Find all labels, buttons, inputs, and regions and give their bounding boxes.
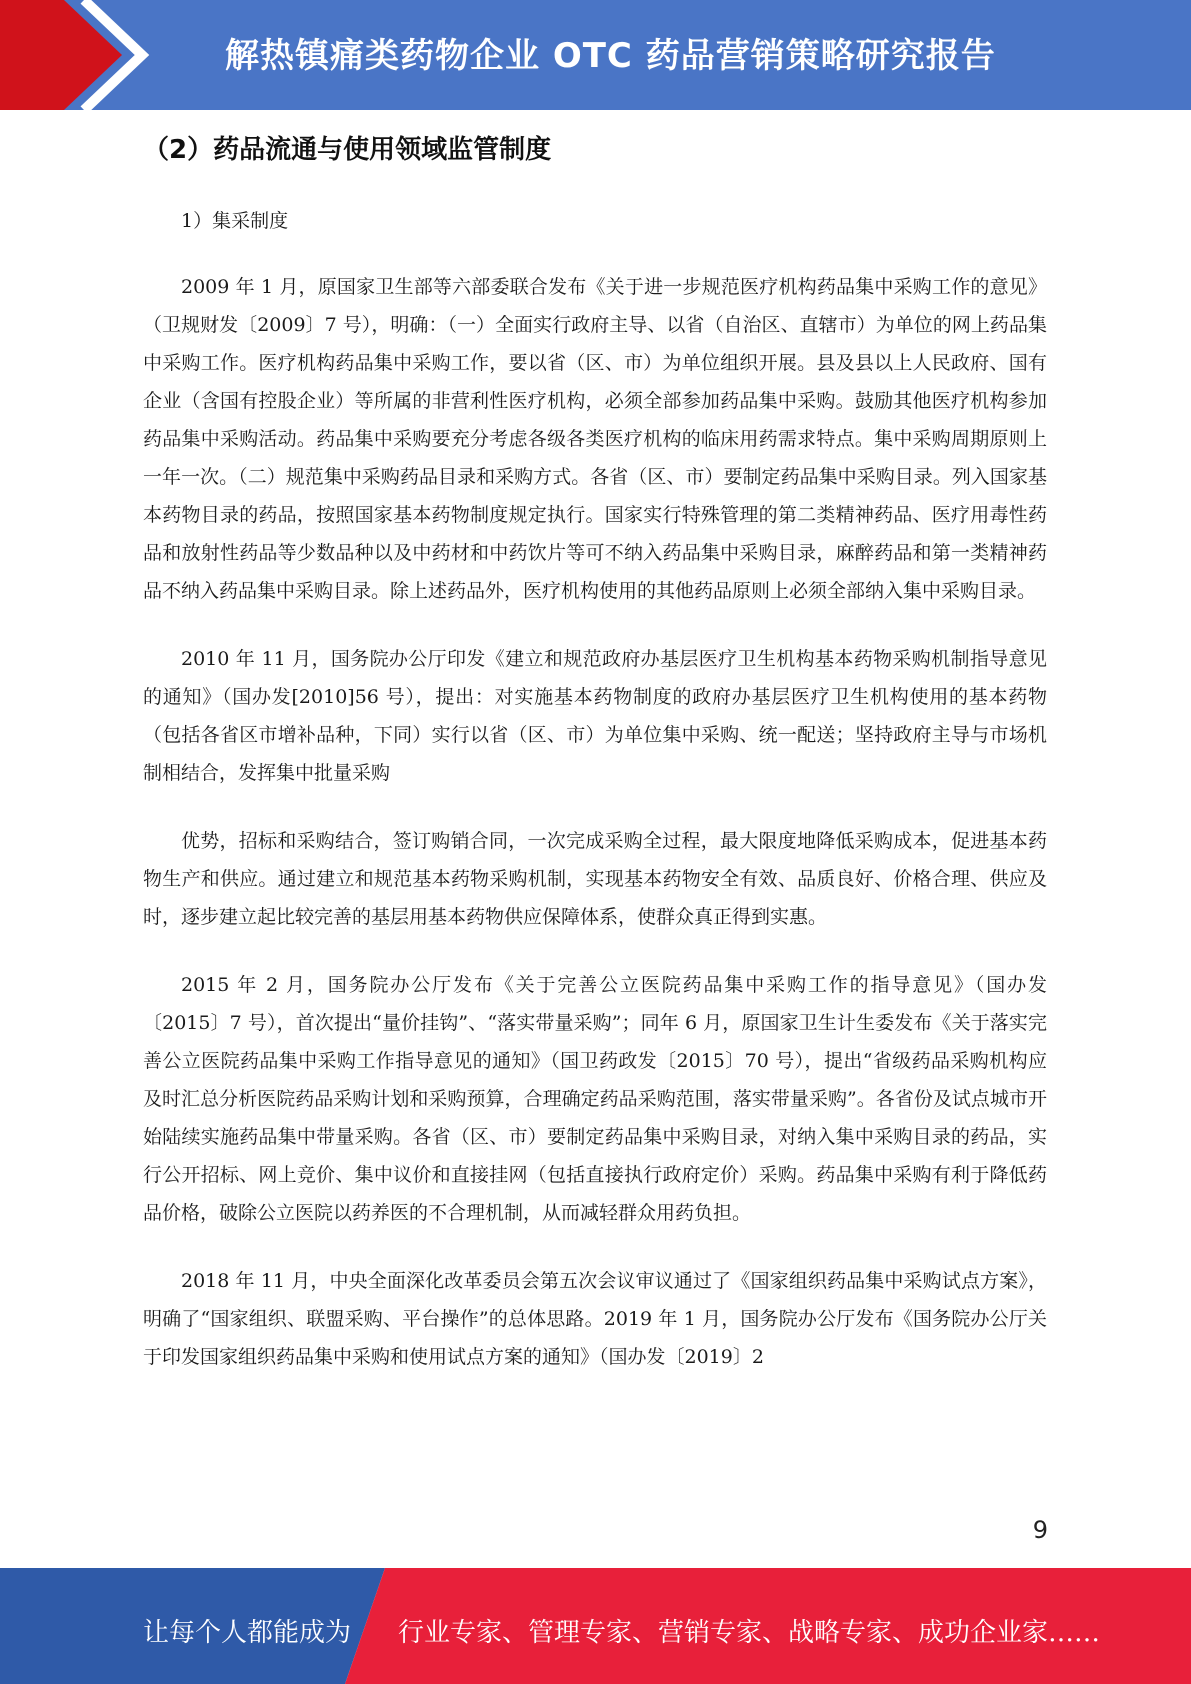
paragraph-2015: 2015 年 2 月，国务院办公厅发布《关于完善公立医院药品集中采购工作的指导意见》（国办发〔2015〕7 号），首次提出“量价挂钩”、“落实带量采购”；同年 6 月，原国家卫生计生委发布《关于落实完善公立医院药品集中采购工作指导意见的通知》（国卫药政发〔2015〕70 号），提出“省级药品采购机构应及时汇总分析医院药品采购计划和采购预算，合理确定药品采购范围，落实带量采购”。各省份及试点城市开始陆续实施药品集中带量采购。各省（区、市）要制定药品集中采购目录，对纳入集中采购目录的药品，实行公开招标、网上竞价、集中议价和直接挂网（包括直接执行政府定价）采购。药品集中采购有利于降低药品价格，破除公立医院以药养医的不合理机制，从而减轻群众用药负担。 (143, 974, 1047, 1224)
paragraph-2010: 2010 年 11 月，国务院办公厅印发《建立和规范政府办基层医疗卫生机构基本药物采购机制指导意见的通知》（国办发[2010]56 号），提出：对实施基本药物制度的政府办基层医疗卫生机构使用的基本药物（包括各省区市增补品种，下同）实行以省（区、市）为单位集中采购、统一配送；坚持政府主导与市场机制相结合，发挥集中批量采购 (143, 648, 1047, 784)
paragraph-2009: 2009 年 1 月，原国家卫生部等六部委联合发布《关于进一步规范医疗机构药品集中采购工作的意见》（卫规财发〔2009〕7 号），明确：（一）全面实行政府主导、以省（自治区、直辖市）为单位的网上药品集中采购工作。医疗机构药品集中采购工作，要以省（区、市）为单位组织开展。县及县以上人民政府、国有企业（含国有控股企业）等所属的非营利性医疗机构，必须全部参加药品集中采购。鼓励其他医疗机构参加药品集中采购活动。药品集中采购要充分考虑各级各类医疗机构的临床用药需求特点。集中采购周期原则上一年一次。（二）规范集中采购药品目录和采购方式。各省（区、市）要制定药品集中采购目录。列入国家基本药物目录的药品，按照国家基本药物制度规定执行。国家实行特殊管理的第二类精神药品、医疗用毒性药品和放射性药品等少数品种以及中药材和中药饮片等可不纳入药品集中采购目录，麻醉药品和第一类精神药品不纳入药品集中采购目录。除上述药品外，医疗机构使用的其他药品原则上必须全部纳入集中采购目录。 (143, 276, 1047, 602)
page-footer (0, 1568, 1191, 1684)
page-header (0, 0, 1191, 110)
subsection-heading: 1）集采制度 (181, 210, 289, 232)
header-arrow-decoration (0, 0, 180, 110)
page-content (143, 128, 1047, 1406)
section-title: （2）药品流通与使用领域监管制度 (143, 135, 552, 165)
report-title: 解热镇痛类药物企业 OTC 药品营销策略研究报告 (225, 36, 996, 76)
paragraph-2018: 2018 年 11 月，中央全面深化改革委员会第五次会议审议通过了《国家组织药品集中采购试点方案》，明确了“国家组织、联盟采购、平台操作”的总体思路。2019 年 1 月，国务院办公厅发布《国务院办公厅关于印发国家组织药品集中采购和使用试点方案的通知》（国办发〔2019〕2 (143, 1270, 1047, 1368)
paragraph-advantage: 优势，招标和采购结合，签订购销合同，一次完成采购全过程，最大限度地降低采购成本，促进基本药物生产和供应。通过建立和规范基本药物采购机制，实现基本药物安全有效、品质良好、价格合理、供应及时，逐步建立起比较完善的基层用基本药物供应保障体系，使群众真正得到实惠。 (143, 830, 1047, 928)
page-number: 9 (1032, 1516, 1048, 1544)
footer-slogan-left: 让每个人都能成为 (143, 1618, 352, 1648)
footer-slogan-right: 行业专家、管理专家、营销专家、战略专家、成功企业家…… (398, 1618, 1101, 1648)
